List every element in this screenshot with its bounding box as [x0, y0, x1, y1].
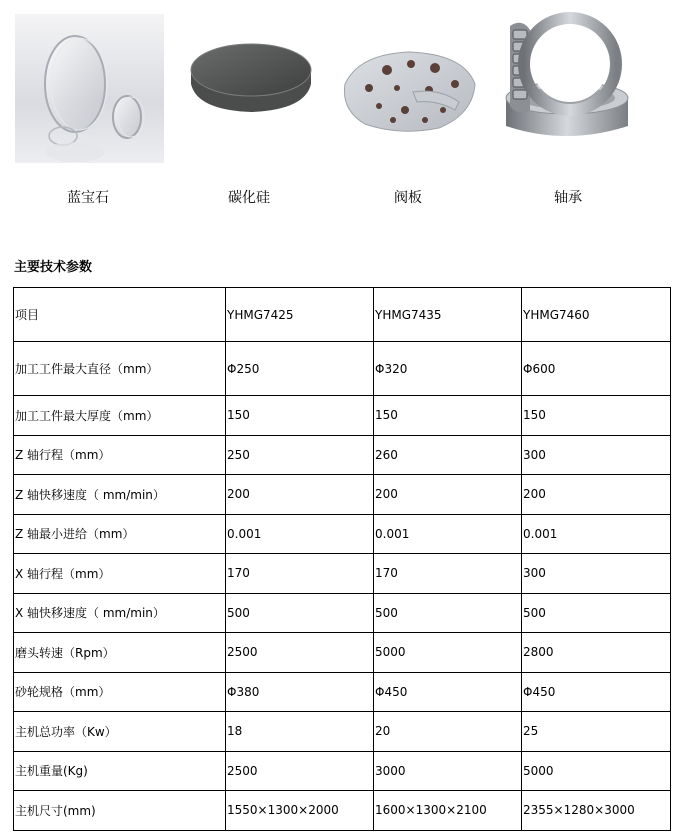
table-row — [14, 751, 671, 791]
table-row — [14, 342, 671, 396]
param-value-cell: 260 — [374, 435, 522, 475]
param-value-cell: 20 — [374, 712, 522, 752]
param-name-cell: X 轴快移速度（ mm/min） — [14, 593, 226, 633]
param-value-cell: 500 — [226, 593, 374, 633]
table-row — [14, 672, 671, 712]
param-value-cell: 150 — [374, 396, 522, 436]
param-name-cell: 磨头转速（Rpm） — [14, 633, 226, 673]
param-value-cell: 18 — [226, 712, 374, 752]
section-title: 主要技术参数 — [14, 260, 93, 275]
caption-bearing: 轴承 — [554, 190, 582, 206]
param-value-cell: Φ450 — [522, 672, 671, 712]
table-row — [14, 593, 671, 633]
param-value-cell: 5000 — [522, 751, 671, 791]
param-value-cell: Φ600 — [522, 342, 671, 396]
param-value-cell: 300 — [522, 554, 671, 594]
product-gallery — [0, 0, 682, 215]
table-row — [14, 475, 671, 515]
param-value-cell: 170 — [374, 554, 522, 594]
caption-valve-plate: 阀板 — [394, 190, 422, 206]
param-value-cell: 200 — [226, 475, 374, 515]
param-value-cell: 5000 — [374, 633, 522, 673]
table-row — [14, 554, 671, 594]
caption-silicon-carbide: 碳化硅 — [228, 190, 270, 206]
table-row — [14, 633, 671, 673]
param-name-cell: Z 轴最小进给（mm） — [14, 514, 226, 554]
param-value-cell: 2800 — [522, 633, 671, 673]
param-value-cell: 0.001 — [522, 514, 671, 554]
param-value-cell: 150 — [226, 396, 374, 436]
param-name-cell: 主机尺寸(mm) — [14, 791, 226, 831]
param-value-cell: Φ320 — [374, 342, 522, 396]
param-name-cell: Z 轴行程（mm） — [14, 435, 226, 475]
param-name-cell: 主机总功率（Kw） — [14, 712, 226, 752]
table-row — [14, 791, 671, 831]
table-header-row — [14, 288, 671, 342]
sapphire-image — [15, 14, 164, 163]
param-name-cell: 加工工件最大厚度（mm） — [14, 396, 226, 436]
param-value-cell: 200 — [522, 475, 671, 515]
bearing-image — [496, 6, 642, 150]
param-value-cell: Φ250 — [226, 342, 374, 396]
param-value-cell: 2500 — [226, 633, 374, 673]
table-row — [14, 435, 671, 475]
table-row — [14, 396, 671, 436]
param-value-cell: 2355×1280×3000 — [522, 791, 671, 831]
param-value-cell: 1550×1300×2000 — [226, 791, 374, 831]
param-value-cell: 0.001 — [226, 514, 374, 554]
param-value-cell: 250 — [226, 435, 374, 475]
param-value-cell: 25 — [522, 712, 671, 752]
param-value-cell: 170 — [226, 554, 374, 594]
param-name-cell: 加工工件最大直径（mm） — [14, 342, 226, 396]
valve-plate-image — [339, 44, 481, 138]
param-value-cell: 150 — [522, 396, 671, 436]
param-value-cell: 1600×1300×2100 — [374, 791, 522, 831]
caption-sapphire: 蓝宝石 — [67, 190, 109, 206]
param-value-cell: 3000 — [374, 751, 522, 791]
param-value-cell: 200 — [374, 475, 522, 515]
param-value-cell: 500 — [374, 593, 522, 633]
param-value-cell: 500 — [522, 593, 671, 633]
param-value-cell: 2500 — [226, 751, 374, 791]
param-name-cell: Z 轴快移速度（ mm/min） — [14, 475, 226, 515]
param-value-cell: 300 — [522, 435, 671, 475]
spec-table — [13, 287, 671, 831]
header-cell-model: YHMG7425 — [226, 288, 374, 342]
table-row — [14, 712, 671, 752]
param-value-cell: 0.001 — [374, 514, 522, 554]
param-name-cell: X 轴行程（mm） — [14, 554, 226, 594]
param-value-cell: Φ380 — [226, 672, 374, 712]
silicon-carbide-image — [187, 40, 315, 116]
table-row — [14, 514, 671, 554]
param-name-cell: 主机重量(Kg) — [14, 751, 226, 791]
header-cell-model: YHMG7435 — [374, 288, 522, 342]
param-value-cell: Φ450 — [374, 672, 522, 712]
header-cell-item: 项目 — [14, 288, 226, 342]
header-cell-model: YHMG7460 — [522, 288, 671, 342]
param-name-cell: 砂轮规格（mm） — [14, 672, 226, 712]
